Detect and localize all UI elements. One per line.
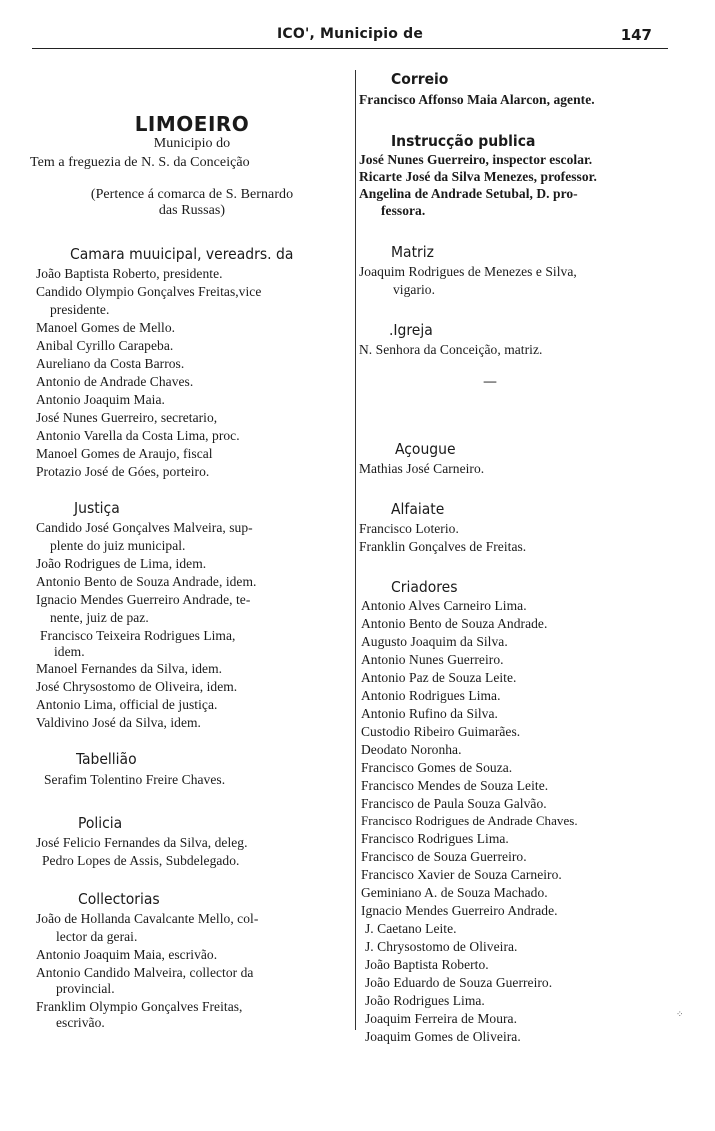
list-item: Augusto Joaquim da Silva. [361, 634, 508, 649]
list-item: José Chrysostomo de Oliveira, idem. [36, 679, 238, 694]
section-heading-tabelliao: Tabellião [76, 750, 137, 768]
list-item: Antonio de Andrade Chaves. [36, 374, 194, 389]
section-heading-policia: Policia [78, 814, 123, 832]
list-item: Custodio Ribeiro Guimarães. [361, 724, 521, 739]
list-item: Antonio Paz de Souza Leite. [361, 670, 517, 685]
section-heading-igreja: .Igreja [389, 321, 433, 339]
section-heading-acougue: Açougue [395, 440, 456, 458]
list-item: J. Chrysostomo de Oliveira. [365, 939, 518, 954]
list-item: Candido Olympio Gonçalves Freitas,vice [36, 284, 262, 299]
list-item: fessora. [381, 203, 426, 218]
section-heading-correio: Correio [391, 70, 449, 88]
list-item: Mathias José Carneiro. [359, 461, 485, 476]
list-item: José Felicio Fernandes da Silva, deleg. [36, 835, 248, 850]
section-heading-collectorias: Collectorias [78, 890, 160, 908]
list-item: José Nunes Guerreiro, inspector escolar. [359, 152, 593, 167]
list-item: Manoel Gomes de Araujo, fiscal [36, 446, 213, 461]
list-item: Antonio Candido Malveira, collector da [36, 965, 254, 980]
list-item: lector da gerai. [56, 929, 138, 944]
list-item: Francisco Affonso Maia Alarcon, agente. [359, 92, 595, 107]
list-item: João Rodrigues Lima. [365, 993, 485, 1008]
list-item: Antonio Alves Carneiro Lima. [361, 598, 527, 613]
list-item: Angelina de Andrade Setubal, D. pro- [359, 186, 578, 201]
place-title: LIMOEIRO [134, 112, 250, 136]
list-item: Valdivino José da Silva, idem. [36, 715, 201, 730]
list-item: Franklin Gonçalves de Freitas. [359, 539, 527, 554]
list-item: Deodato Noronha. [361, 742, 462, 757]
list-item: Serafim Tolentino Freire Chaves. [44, 772, 226, 787]
list-item: Francisco Rodrigues de Andrade Chaves. [361, 813, 578, 828]
list-item: Antonio Varella da Costa Lima, proc. [36, 428, 240, 443]
list-item: João Baptista Roberto. [365, 957, 489, 972]
list-item: N. Senhora da Conceição, matriz. [359, 342, 543, 357]
list-item: provincial. [56, 981, 115, 996]
section-heading-criadores: Criadores [391, 578, 458, 596]
list-item: presidente. [50, 302, 110, 317]
list-item: Francisco Rodrigues Lima. [361, 831, 509, 846]
section-heading-justica: Justiça [74, 499, 120, 517]
list-item: Antonio Joaquim Maia. [36, 392, 165, 407]
scan-speck: ⁘ [676, 1010, 684, 1020]
list-item: João de Hollanda Cavalcante Mello, col- [36, 911, 259, 926]
list-item: Francisco de Paula Souza Galvão. [361, 796, 547, 811]
section-heading-instruccao: Instrucção publica [391, 132, 536, 150]
list-item: Antonio Rodrigues Lima. [361, 688, 501, 703]
list-item: idem. [54, 644, 85, 659]
section-heading-alfaiate: Alfaiate [391, 500, 445, 518]
list-item: Antonio Lima, official de justiça. [36, 697, 218, 712]
list-item: Joaquim Ferreira de Moura. [365, 1011, 518, 1026]
list-item: Francisco Teixeira Rodrigues Lima, [40, 628, 236, 643]
list-item: escrivão. [56, 1015, 105, 1030]
list-item: Manoel Fernandes da Silva, idem. [36, 661, 223, 676]
list-item: Ignacio Mendes Guerreiro Andrade. [361, 903, 558, 918]
intro-line: (Pertence á comarca de S. Bernardo [90, 187, 294, 202]
running-title: ICO', Municipio de [276, 26, 424, 42]
separator-dash: — [483, 374, 497, 390]
list-item: Antonio Bento de Souza Andrade, idem. [36, 574, 257, 589]
list-item: Ignacio Mendes Guerreiro Andrade, te- [36, 592, 251, 607]
list-item: plente do juiz municipal. [50, 538, 186, 553]
list-item: Anibal Cyrillo Carapeba. [36, 338, 174, 353]
section-heading-camara: Camara muuicipal, vereadrs. da [70, 245, 294, 263]
list-item: nente, juiz de paz. [50, 610, 149, 625]
list-item: Francisco Mendes de Souza Leite. [361, 778, 549, 793]
list-item: José Nunes Guerreiro, secretario, [36, 410, 218, 425]
list-item: Ricarte José da Silva Menezes, professor. [359, 169, 597, 184]
list-item: Protazio José de Góes, porteiro. [36, 464, 210, 479]
list-item: vigario. [393, 282, 436, 297]
list-item: Joaquim Rodrigues de Menezes e Silva, [359, 264, 577, 279]
list-item: João Eduardo de Souza Guerreiro. [365, 975, 553, 990]
list-item: Pedro Lopes de Assis, Subdelegado. [42, 853, 240, 868]
list-item: Candido José Gonçalves Malveira, sup- [36, 520, 253, 535]
list-item: Antonio Nunes Guerreiro. [361, 652, 504, 667]
list-item: Francisco Loterio. [359, 521, 459, 536]
list-item: Joaquim Gomes de Oliveira. [365, 1029, 521, 1044]
list-item: Francisco Xavier de Souza Carneiro. [361, 867, 562, 882]
list-item: Francisco Gomes de Souza. [361, 760, 513, 775]
list-item: Geminiano A. de Souza Machado. [361, 885, 548, 900]
page-header [30, 26, 670, 44]
list-item: J. Caetano Leite. [365, 921, 457, 936]
list-item: Antonio Joaquim Maia, escrivão. [36, 947, 218, 962]
list-item: Franklim Olympio Gonçalves Freitas, [36, 999, 243, 1014]
list-item: Aureliano da Costa Barros. [36, 356, 185, 371]
intro-line: Tem a freguezia de N. S. da Conceição [30, 155, 250, 170]
intro-line: das Russas) [158, 203, 226, 218]
list-item: João Baptista Roberto, presidente. [36, 266, 223, 281]
page-number: 147 [620, 26, 652, 44]
place-subtitle: Municipio do [153, 136, 231, 151]
column-divider [355, 70, 356, 1030]
section-heading-matriz: Matriz [391, 243, 434, 261]
list-item: Francisco de Souza Guerreiro. [361, 849, 527, 864]
list-item: Manoel Gomes de Mello. [36, 320, 176, 335]
header-rule [32, 48, 668, 49]
list-item: Antonio Rufino da Silva. [361, 706, 498, 721]
list-item: João Rodrigues de Lima, idem. [36, 556, 207, 571]
list-item: Antonio Bento de Souza Andrade. [361, 616, 548, 631]
